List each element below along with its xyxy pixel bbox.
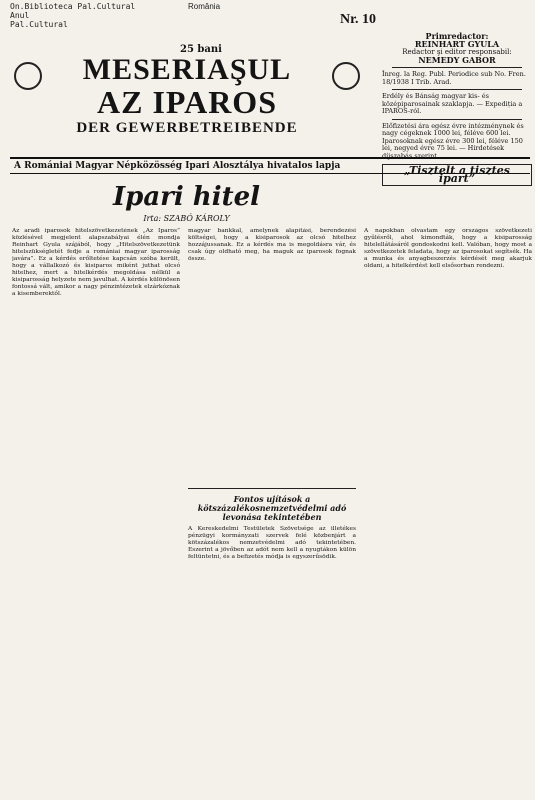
romania-stamp: România [188, 2, 221, 11]
masthead-title-hungarian: AZ IPAROS [97, 84, 277, 120]
article-column-1: Az aradi iparosok hitelszövetkezetének „Az Iparos” közlésével megjelent alapszabályai élén mondja Reinhart Gyula szájából, hogy „Hitelszövetkezetünk hitelszükségletét fedje a romániai magyar iparosság javára”. Ez a kérdés erőltetése kapcsán szóba került, hogy a vállalkozó és kisiparos miként juthat olcsó hitelhez, mert a hitelkérdés megoldása nélkül a kisiparosság helyzete nem javulhat. A kérdés különösen fontossá vált, amikor a nagy pénzintézetek elzárkóznak a kisemberektől. [12, 228, 180, 297]
article-column-2: magyar bankkal, amelynek alapítási, berendezési költségei, hogy a kisiparosok az olcsó hitelhez hozzájussanak. Ez a kérdés ma is megoldásra vár, és csak úgy oldható meg, ha maguk az iparosok fognak össze. [188, 228, 356, 262]
chief-editor-label: Primredactor: [425, 31, 489, 41]
official-paper-bar: A Romániai Magyar Népközösség Ipari Alosztálya hivatalos lapja [10, 157, 530, 174]
stamp-line-2: Anul [10, 11, 30, 20]
article-headline: Ipari hitel [112, 182, 261, 212]
article-byline: Irta: SZABÓ KÁROLY [143, 214, 230, 223]
registration-note: Înreg. la Reg. Publ. Periodice sub No. Fren. 18/1938 I Trib. Arad. [382, 70, 526, 86]
masthead [10, 54, 364, 137]
library-stamp [10, 2, 135, 29]
stamp-line-1: On.Biblioteca Pal.Cultural [10, 2, 136, 11]
paper-description: Erdély és Bánság magyar kis- és középiparosainak szaklapja. — Expediția a IPAROS-ról. [382, 92, 523, 115]
stamp-line-3: Pal.Cultural [10, 20, 68, 29]
price: 25 bani [180, 44, 222, 55]
chief-editor-name: REINHART GYULA [414, 39, 500, 49]
news-box [188, 488, 356, 794]
news-box-text: A Kereskedelmi Testületek Szövetsége az illetékes pénzügyi kormányzati szervek felé közbenjárt a kötszázalékos nemzetvédelmi adó tekintetében. Eszerint a jövőben az adót nem kell a nyugtákon külön feltüntetni, és a befizetés módja is egyszerűsödik. [188, 526, 356, 560]
responsible-editor-name: NEMEDY GABOR [418, 55, 496, 65]
news-box-headline: Fontos ujítások a kötszázalékosnemzetvédelmi adó levonása tekintetében [197, 494, 347, 522]
masthead-title-romanian: MESERIAŞUL [82, 53, 292, 86]
article-column-3: A napokban olvastam egy országos szövetkezeti gyűlésről, ahol kimondták, hogy a kisiparosság hitelellátásáról gondoskodni kell. Valóban, hogy most a szövetkezetek feladata, hogy az iparosokat segítsék. Ha a munka és anyagbeszerzés kérdését meg akarjuk oldani, a hitelkérdést kell elsősorban rendezni. [364, 228, 532, 269]
motto: „Tisztelt a tisztes ipart” [382, 164, 532, 186]
responsible-editor-label: Redactor şi editor responsabil: [402, 48, 512, 56]
subscription-info: Előfizetési ára egész évre intézménynek és nagy cégeknek 1000 lei, féléve 600 lei. Iparosoknak egész évre 300 lei, féléve 150 lei, negyed évre 75 lei. — Hirdetések díjszabás szerint. [382, 121, 524, 160]
masthead-title-german: DER GEWERBETREIBENDE [76, 120, 298, 136]
issue-number: Nr. 10 [340, 12, 377, 27]
